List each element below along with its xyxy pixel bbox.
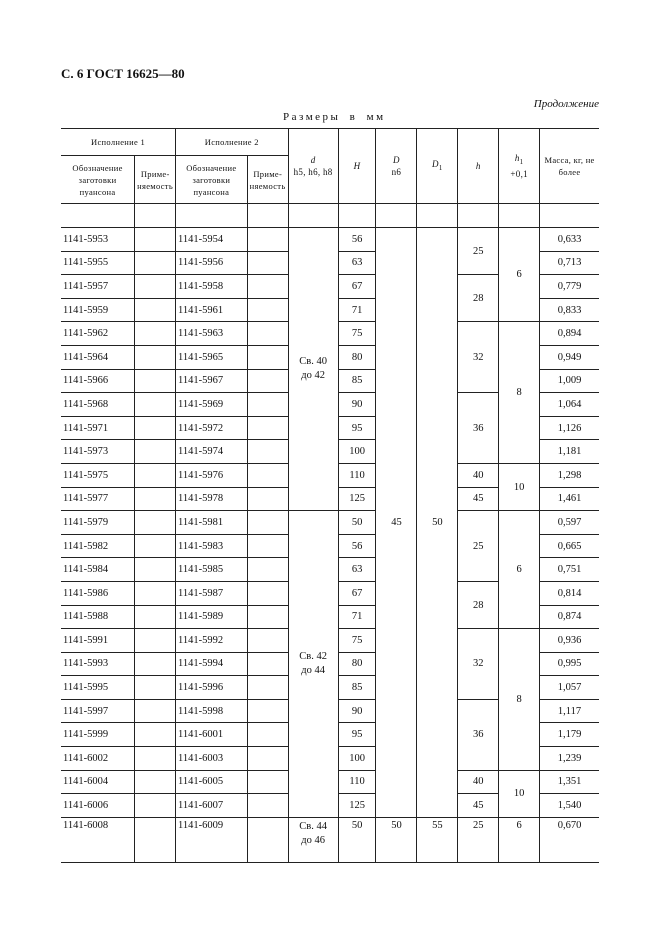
applicability-1: [135, 440, 176, 464]
h-cell: 36: [458, 393, 499, 464]
applicability-1: [135, 676, 176, 700]
designation-1: 1141-5957: [61, 275, 135, 299]
header-D1: $D_1$: [417, 129, 458, 204]
applicability-1: [135, 275, 176, 299]
table-row: [61, 511, 599, 535]
designation-1: 1141-5973: [61, 440, 135, 464]
applicability-1: [135, 652, 176, 676]
applicability-2: [247, 699, 288, 723]
designation-1: 1141-5968: [61, 393, 135, 417]
applicability-2: [247, 511, 288, 535]
applicability-1: [135, 770, 176, 794]
H-cell: 100: [338, 440, 376, 464]
applicability-1: [135, 463, 176, 487]
applicability-2: [247, 251, 288, 275]
H-cell: 110: [338, 770, 376, 794]
applicability-2: [247, 676, 288, 700]
mass-cell: 0,670: [540, 817, 599, 862]
mass-cell: 1,009: [540, 369, 599, 393]
designation-2: 1141-5987: [176, 581, 248, 605]
designation-1: 1141-5966: [61, 369, 135, 393]
applicability-2: [247, 322, 288, 346]
designation-2: 1141-5956: [176, 251, 248, 275]
h1-cell: 6: [499, 817, 540, 862]
H-cell: 90: [338, 393, 376, 417]
applicability-2: [247, 463, 288, 487]
header-primenyaemost-2: Применяемость: [247, 156, 288, 204]
header-primenyaemost-1: Применяемость: [135, 156, 176, 204]
applicability-2: [247, 534, 288, 558]
h-cell: 40: [458, 463, 499, 487]
applicability-2: [247, 652, 288, 676]
designation-1: 1141-5984: [61, 558, 135, 582]
mass-cell: 1,179: [540, 723, 599, 747]
H-cell: 110: [338, 463, 376, 487]
designation-2: 1141-5967: [176, 369, 248, 393]
H-cell: 71: [338, 298, 376, 322]
H-cell: 50: [338, 817, 376, 862]
applicability-1: [135, 393, 176, 417]
designation-2: 1141-6001: [176, 723, 248, 747]
designation-2: 1141-5989: [176, 605, 248, 629]
H-cell: 56: [338, 228, 376, 252]
H-cell: 125: [338, 487, 376, 511]
h-cell: 25: [458, 817, 499, 862]
applicability-1: [135, 228, 176, 252]
H-cell: 63: [338, 558, 376, 582]
applicability-2: [247, 770, 288, 794]
designation-2: 1141-5969: [176, 393, 248, 417]
H-cell: 71: [338, 605, 376, 629]
applicability-2: [247, 228, 288, 252]
designation-2: 1141-5974: [176, 440, 248, 464]
designation-2: 1141-5963: [176, 322, 248, 346]
H-cell: 67: [338, 581, 376, 605]
H-cell: 85: [338, 676, 376, 700]
header-oboznachenie-1: Обозначение заготовки пуансона: [61, 156, 135, 204]
d-range-from: Св. 44: [299, 820, 327, 832]
designation-2: 1141-5981: [176, 511, 248, 535]
applicability-1: [135, 251, 176, 275]
designation-2: 1141-5972: [176, 416, 248, 440]
applicability-2: [247, 275, 288, 299]
D1-cell: 50: [417, 228, 458, 818]
mass-cell: 1,064: [540, 393, 599, 417]
d-range-cell: [288, 511, 338, 818]
applicability-2: [247, 817, 288, 862]
mass-cell: 1,298: [540, 463, 599, 487]
continuation-label: Продолжение: [533, 98, 599, 110]
designation-2: 1141-6009: [176, 817, 248, 862]
d-range-to: до 42: [301, 370, 325, 382]
applicability-1: [135, 581, 176, 605]
mass-cell: 1,239: [540, 747, 599, 771]
h-cell: 25: [458, 511, 499, 582]
h-cell: 40: [458, 770, 499, 794]
H-cell: 75: [338, 629, 376, 653]
applicability-2: [247, 747, 288, 771]
header-oboznachenie-2: Обозначение заготовки пуансона: [176, 156, 248, 204]
applicability-2: [247, 440, 288, 464]
applicability-2: [247, 794, 288, 818]
mass-cell: 1,057: [540, 676, 599, 700]
H-cell: 95: [338, 723, 376, 747]
H-cell: 90: [338, 699, 376, 723]
H-cell: 95: [338, 416, 376, 440]
h-cell: 32: [458, 322, 499, 393]
H-cell: 80: [338, 652, 376, 676]
mass-cell: 0,713: [540, 251, 599, 275]
mass-cell: 0,814: [540, 581, 599, 605]
mass-cell: 0,936: [540, 629, 599, 653]
units-caption: Размеры в мм: [283, 111, 386, 123]
H-cell: 63: [338, 251, 376, 275]
h1-cell: 6: [499, 511, 540, 629]
applicability-1: [135, 416, 176, 440]
applicability-1: [135, 534, 176, 558]
designation-2: 1141-5985: [176, 558, 248, 582]
h-cell: 28: [458, 581, 499, 628]
page-title: С. 6 ГОСТ 16625—80: [61, 66, 185, 81]
designation-2: 1141-5992: [176, 629, 248, 653]
designation-2: 1141-5983: [176, 534, 248, 558]
applicability-1: [135, 747, 176, 771]
header-h: h: [458, 129, 499, 204]
designation-1: 1141-5977: [61, 487, 135, 511]
h-cell: 32: [458, 629, 499, 700]
mass-cell: 1,461: [540, 487, 599, 511]
header-mass: Масса, кг, не более: [540, 129, 599, 204]
designation-1: 1141-5982: [61, 534, 135, 558]
applicability-2: [247, 723, 288, 747]
applicability-1: [135, 558, 176, 582]
designation-2: 1141-6005: [176, 770, 248, 794]
header-H: H: [338, 129, 376, 204]
designation-2: 1141-5958: [176, 275, 248, 299]
designation-1: 1141-5986: [61, 581, 135, 605]
applicability-2: [247, 581, 288, 605]
h1-cell: 10: [499, 770, 540, 817]
H-cell: 125: [338, 794, 376, 818]
applicability-1: [135, 605, 176, 629]
h1-cell: 8: [499, 322, 540, 464]
designation-2: 1141-5998: [176, 699, 248, 723]
designation-1: 1141-5953: [61, 228, 135, 252]
applicability-2: [247, 345, 288, 369]
designation-2: 1141-5965: [176, 345, 248, 369]
designation-1: 1141-6004: [61, 770, 135, 794]
H-cell: 100: [338, 747, 376, 771]
mass-cell: 0,597: [540, 511, 599, 535]
mass-cell: 0,894: [540, 322, 599, 346]
d-range-to: до 46: [301, 834, 325, 846]
h1-cell: 10: [499, 463, 540, 510]
designation-2: 1141-5954: [176, 228, 248, 252]
table-row: [61, 228, 599, 252]
applicability-1: [135, 298, 176, 322]
designation-1: 1141-5979: [61, 511, 135, 535]
designation-1: 1141-5971: [61, 416, 135, 440]
designation-1: 1141-5964: [61, 345, 135, 369]
h-cell: 36: [458, 699, 499, 770]
h-cell: 25: [458, 228, 499, 275]
designation-2: 1141-5994: [176, 652, 248, 676]
applicability-1: [135, 511, 176, 535]
H-cell: 56: [338, 534, 376, 558]
mass-cell: 0,633: [540, 228, 599, 252]
applicability-2: [247, 393, 288, 417]
D-cell: 50: [376, 817, 417, 862]
mass-cell: 1,351: [540, 770, 599, 794]
designation-1: 1141-5993: [61, 652, 135, 676]
designation-1: 1141-5991: [61, 629, 135, 653]
applicability-1: [135, 369, 176, 393]
applicability-2: [247, 416, 288, 440]
D-cell: 45: [376, 228, 417, 818]
designation-2: 1141-5978: [176, 487, 248, 511]
applicability-2: [247, 369, 288, 393]
mass-cell: 0,665: [540, 534, 599, 558]
designation-1: 1141-5995: [61, 676, 135, 700]
mass-cell: 1,181: [540, 440, 599, 464]
d-range-cell: [288, 228, 338, 511]
mass-cell: 0,779: [540, 275, 599, 299]
applicability-1: [135, 487, 176, 511]
D1-cell: 55: [417, 817, 458, 862]
applicability-1: [135, 345, 176, 369]
H-cell: 75: [338, 322, 376, 346]
d-range-from: Св. 40: [299, 356, 327, 368]
header-ispolnenie-1: Исполнение 1: [61, 129, 176, 156]
mass-cell: 0,949: [540, 345, 599, 369]
mass-cell: 0,751: [540, 558, 599, 582]
applicability-1: [135, 322, 176, 346]
applicability-2: [247, 558, 288, 582]
designation-2: 1141-5996: [176, 676, 248, 700]
designation-1: 1141-6006: [61, 794, 135, 818]
applicability-2: [247, 605, 288, 629]
H-cell: 50: [338, 511, 376, 535]
h-cell: 45: [458, 487, 499, 511]
H-cell: 80: [338, 345, 376, 369]
mass-cell: 0,874: [540, 605, 599, 629]
d-range-cell: [288, 817, 338, 862]
designation-2: 1141-6003: [176, 747, 248, 771]
h-cell: 45: [458, 794, 499, 818]
header-ispolnenie-2: Исполнение 2: [176, 129, 289, 156]
designation-1: 1141-6008: [61, 817, 135, 862]
applicability-1: [135, 699, 176, 723]
mass-cell: 0,995: [540, 652, 599, 676]
dimensions-table: [61, 128, 599, 863]
applicability-1: [135, 629, 176, 653]
d-range-from: Св. 42: [299, 650, 327, 662]
header-D: D n6: [376, 129, 417, 204]
h1-cell: 6: [499, 228, 540, 322]
designation-1: 1141-6002: [61, 747, 135, 771]
mass-cell: 1,117: [540, 699, 599, 723]
mass-cell: 1,126: [540, 416, 599, 440]
H-cell: 67: [338, 275, 376, 299]
designation-1: 1141-5999: [61, 723, 135, 747]
d-range-to: до 44: [301, 664, 325, 676]
applicability-2: [247, 629, 288, 653]
designation-1: 1141-5959: [61, 298, 135, 322]
header-d: d h5, h6, h8: [288, 129, 338, 204]
designation-2: 1141-5961: [176, 298, 248, 322]
applicability-2: [247, 487, 288, 511]
applicability-1: [135, 723, 176, 747]
designation-2: 1141-6007: [176, 794, 248, 818]
designation-1: 1141-5988: [61, 605, 135, 629]
applicability-2: [247, 298, 288, 322]
mass-cell: 0,833: [540, 298, 599, 322]
H-cell: 85: [338, 369, 376, 393]
designation-1: 1141-5975: [61, 463, 135, 487]
table-row-last: [61, 817, 599, 862]
h-cell: 28: [458, 275, 499, 322]
designation-1: 1141-5955: [61, 251, 135, 275]
designation-2: 1141-5976: [176, 463, 248, 487]
applicability-1: [135, 817, 176, 862]
header-h1: $h_1$ +0,1: [499, 129, 540, 204]
applicability-1: [135, 794, 176, 818]
mass-cell: 1,540: [540, 794, 599, 818]
designation-1: 1141-5962: [61, 322, 135, 346]
h1-cell: 8: [499, 629, 540, 771]
designation-1: 1141-5997: [61, 699, 135, 723]
